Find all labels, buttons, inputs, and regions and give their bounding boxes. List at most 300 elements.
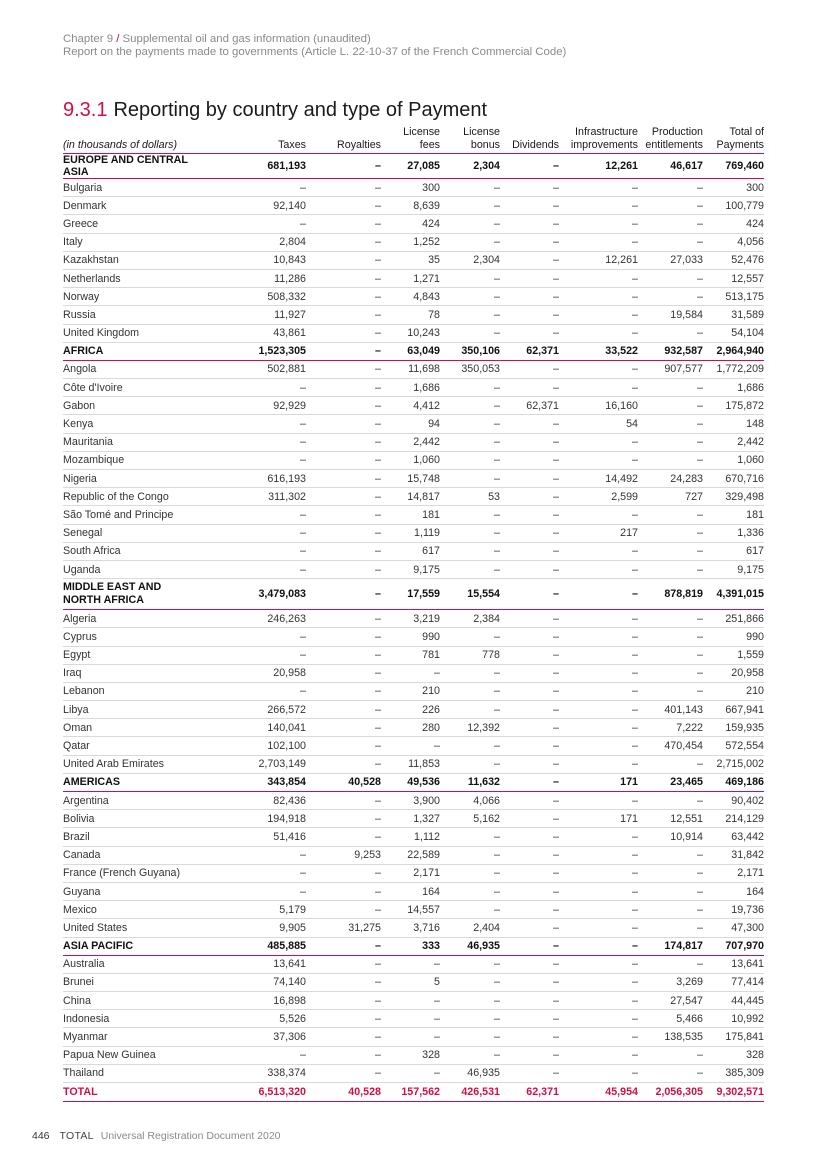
country-row-value: –	[500, 628, 559, 646]
country-row-value: –	[559, 269, 638, 287]
country-row-value: –	[500, 919, 559, 937]
country-row-value: 31,842	[703, 846, 764, 864]
country-row-value: –	[500, 269, 559, 287]
country-row-value: 300	[381, 179, 440, 197]
country-row-value: 22,589	[381, 846, 440, 864]
region-row-value: 23,465	[638, 773, 703, 791]
country-row-value: 14,492	[559, 470, 638, 488]
country-row-value: –	[440, 233, 500, 251]
country-row-value: –	[440, 379, 500, 397]
region-row-value: 62,371	[500, 342, 559, 360]
country-row-name	[63, 701, 223, 719]
region-row-value: 707,970	[703, 937, 764, 955]
country-row-value: –	[223, 846, 306, 864]
country-row-value: –	[306, 610, 381, 628]
country-row-value: –	[306, 664, 381, 682]
country-row	[63, 451, 764, 469]
country-row-value: –	[440, 560, 500, 578]
country-row-value: –	[559, 792, 638, 810]
region-row-value: 878,819	[638, 579, 703, 610]
country-row-name	[63, 882, 223, 900]
country-row-label: France (French Guyana)	[63, 867, 181, 880]
column-header-line1: Infrastructure	[575, 126, 638, 138]
unit-label: (in thousands of dollars)	[63, 124, 223, 154]
country-row-value: –	[306, 433, 381, 451]
column-header-line1	[223, 126, 306, 139]
country-row-value: –	[559, 1064, 638, 1082]
country-row-value: –	[500, 215, 559, 233]
country-row	[63, 682, 764, 700]
country-row-value: –	[223, 506, 306, 524]
country-row-name	[63, 524, 223, 542]
country-row-value: –	[440, 197, 500, 215]
country-row-value: –	[559, 433, 638, 451]
country-row-value: 616,193	[223, 470, 306, 488]
country-row-value: 300	[703, 179, 764, 197]
country-row-value: 328	[381, 1046, 440, 1064]
country-row	[63, 882, 764, 900]
country-row-value: 778	[440, 646, 500, 664]
country-row-value: –	[306, 1028, 381, 1046]
country-row-name	[63, 664, 223, 682]
country-row-value: 100,779	[703, 197, 764, 215]
country-row	[63, 719, 764, 737]
country-row-value: –	[440, 664, 500, 682]
country-row-value: –	[306, 560, 381, 578]
country-row-value: –	[500, 470, 559, 488]
country-row-value: –	[638, 324, 703, 342]
country-row-value: 19,736	[703, 901, 764, 919]
country-row	[63, 755, 764, 773]
country-row	[63, 919, 764, 937]
country-row-value: –	[559, 992, 638, 1010]
country-row-value: 11,698	[381, 360, 440, 378]
country-row-value: 226	[381, 701, 440, 719]
country-row-value: 171	[559, 810, 638, 828]
country-row-value: 4,066	[440, 792, 500, 810]
country-row-value: 31,589	[703, 306, 764, 324]
country-row-value: –	[306, 810, 381, 828]
country-row-value: –	[500, 433, 559, 451]
country-row-value: 617	[381, 542, 440, 560]
country-row-value: 2,442	[703, 433, 764, 451]
country-row-value: –	[500, 251, 559, 269]
column-header-line1	[500, 126, 559, 139]
country-row-value: 210	[703, 682, 764, 700]
country-row-value: –	[500, 1064, 559, 1082]
country-row-name	[63, 610, 223, 628]
country-row-value: –	[306, 288, 381, 306]
country-row	[63, 488, 764, 506]
country-row-value: –	[223, 542, 306, 560]
country-row-label: Norway	[63, 290, 100, 303]
country-row-value: –	[638, 397, 703, 415]
country-row-value: –	[500, 1046, 559, 1064]
country-row-value: 51,416	[223, 828, 306, 846]
country-row-value: –	[638, 560, 703, 578]
country-row-value: –	[306, 269, 381, 287]
country-row-value: 5,466	[638, 1010, 703, 1028]
country-row-value: 54	[559, 415, 638, 433]
country-row-name	[63, 197, 223, 215]
country-row-value: 280	[381, 719, 440, 737]
country-row-value: –	[500, 846, 559, 864]
country-row	[63, 973, 764, 991]
country-row-value: 194,918	[223, 810, 306, 828]
total-row-value: 426,531	[440, 1083, 500, 1102]
country-row-name	[63, 288, 223, 306]
country-row-value: –	[559, 233, 638, 251]
country-row-value: 1,271	[381, 269, 440, 287]
country-row-value: 907,577	[638, 360, 703, 378]
country-row-name	[63, 1046, 223, 1064]
country-row-value: 175,841	[703, 1028, 764, 1046]
country-row-value: 10,843	[223, 251, 306, 269]
region-row-value: –	[306, 342, 381, 360]
region-row-value: 15,554	[440, 579, 500, 610]
country-row	[63, 810, 764, 828]
country-row-value: –	[500, 828, 559, 846]
country-row-value: –	[638, 628, 703, 646]
country-row-name	[63, 737, 223, 755]
country-row-value: –	[306, 1010, 381, 1028]
total-row	[63, 1083, 764, 1102]
country-row-name	[63, 233, 223, 251]
country-row-value: 11,927	[223, 306, 306, 324]
country-row-value: 12,551	[638, 810, 703, 828]
country-row-value: –	[638, 1046, 703, 1064]
country-row-value: –	[306, 973, 381, 991]
country-row-label: Myanmar	[63, 1031, 108, 1044]
country-row-value: –	[638, 233, 703, 251]
country-row-value: –	[559, 610, 638, 628]
country-row-value: 617	[703, 542, 764, 560]
country-row-label: Cyprus	[63, 630, 97, 643]
country-row-value: 670,716	[703, 470, 764, 488]
country-row-value: –	[638, 451, 703, 469]
country-row-value: 14,817	[381, 488, 440, 506]
region-row-value: 63,049	[381, 342, 440, 360]
country-row-value: –	[440, 846, 500, 864]
footer-brand: TOTAL	[59, 1130, 94, 1142]
total-row-value: 9,302,571	[703, 1083, 764, 1102]
header-subtitle: Report on the payments made to governments (Article L. 22-10-37 of the French Commercial Code)	[63, 46, 567, 58]
country-row-name	[63, 179, 223, 197]
country-row-value: –	[500, 992, 559, 1010]
country-row-value: –	[638, 755, 703, 773]
country-row-value: 27,547	[638, 992, 703, 1010]
country-row	[63, 397, 764, 415]
country-row-value: 92,140	[223, 197, 306, 215]
payments-table	[63, 124, 764, 1102]
country-row-value: 424	[703, 215, 764, 233]
country-row-label: Iraq	[63, 667, 82, 680]
country-row-value: –	[306, 179, 381, 197]
country-row	[63, 215, 764, 233]
country-row-value: –	[559, 737, 638, 755]
country-row-value: –	[500, 646, 559, 664]
country-row-value: –	[306, 451, 381, 469]
country-row-value: –	[440, 682, 500, 700]
country-row-value: –	[559, 1010, 638, 1028]
country-row-value: 43,861	[223, 324, 306, 342]
country-row-name	[63, 973, 223, 991]
region-row-value: 12,261	[559, 154, 638, 179]
region-row-value: 2,964,940	[703, 342, 764, 360]
country-row	[63, 251, 764, 269]
country-row-value: –	[440, 628, 500, 646]
country-row-value: –	[559, 1046, 638, 1064]
region-row-value: 343,854	[223, 773, 306, 791]
country-row-value: 164	[381, 882, 440, 900]
total-row-value: 6,513,320	[223, 1083, 306, 1102]
country-row	[63, 1064, 764, 1082]
country-row-value: –	[306, 215, 381, 233]
region-row-label: AFRICA	[63, 345, 104, 358]
country-row-value: 11,853	[381, 755, 440, 773]
country-row-value: –	[638, 664, 703, 682]
country-row-value: –	[306, 646, 381, 664]
country-row-name	[63, 919, 223, 937]
country-row	[63, 1028, 764, 1046]
country-row	[63, 306, 764, 324]
region-row	[63, 937, 764, 955]
region-row	[63, 342, 764, 360]
region-row-label: MIDDLE EAST AND NORTH AFRICA	[63, 581, 162, 607]
country-row-value: –	[440, 288, 500, 306]
country-row-name	[63, 955, 223, 973]
region-row-value: 350,106	[440, 342, 500, 360]
country-row-value: –	[638, 379, 703, 397]
country-row-value: –	[638, 864, 703, 882]
country-row-value: –	[223, 215, 306, 233]
country-row-value: –	[440, 542, 500, 560]
country-row-value: –	[559, 506, 638, 524]
column-header-line2: fees	[419, 139, 440, 151]
country-row-value: 311,302	[223, 488, 306, 506]
country-row	[63, 664, 764, 682]
country-row-label: Indonesia	[63, 1012, 110, 1025]
country-row-name	[63, 628, 223, 646]
country-row	[63, 737, 764, 755]
country-row-value: –	[306, 415, 381, 433]
country-row-value: –	[500, 306, 559, 324]
country-row-value: –	[500, 179, 559, 197]
country-row-value: 667,941	[703, 701, 764, 719]
country-row-value: –	[500, 360, 559, 378]
country-row-value: –	[440, 179, 500, 197]
country-row-value: –	[440, 737, 500, 755]
country-row-value: 3,900	[381, 792, 440, 810]
country-row	[63, 542, 764, 560]
column-header-line2: Royalties	[337, 139, 381, 151]
column-header-line2: Payments	[716, 139, 764, 151]
country-row-label: Mozambique	[63, 454, 125, 467]
country-row-label: Mexico	[63, 903, 97, 916]
country-row-value: 1,772,209	[703, 360, 764, 378]
country-row-label: Guyana	[63, 885, 101, 898]
column-header	[500, 124, 559, 154]
country-row-value: –	[440, 415, 500, 433]
country-row-value: –	[500, 901, 559, 919]
region-row-value: –	[500, 773, 559, 791]
country-row-value: 74,140	[223, 973, 306, 991]
country-row-value: 102,100	[223, 737, 306, 755]
region-row-name	[63, 579, 223, 610]
country-row-value: –	[559, 197, 638, 215]
country-row-value: –	[638, 288, 703, 306]
section-number: 9.3.1	[63, 99, 108, 121]
country-row-value: 3,219	[381, 610, 440, 628]
country-row-name	[63, 755, 223, 773]
country-row	[63, 992, 764, 1010]
country-row-value: 15,748	[381, 470, 440, 488]
country-row-value: 31,275	[306, 919, 381, 937]
country-row	[63, 560, 764, 578]
country-row-value: 94	[381, 415, 440, 433]
country-row-value: –	[306, 1046, 381, 1064]
region-row-value: 11,632	[440, 773, 500, 791]
country-row-name	[63, 810, 223, 828]
country-row-value: –	[223, 379, 306, 397]
region-row-label: ASIA PACIFIC	[63, 940, 134, 953]
country-row-value: 7,222	[638, 719, 703, 737]
page-header	[63, 33, 566, 59]
country-row-value: 181	[703, 506, 764, 524]
country-row-value: –	[559, 882, 638, 900]
country-row-name	[63, 646, 223, 664]
region-row-value: 4,391,015	[703, 579, 764, 610]
country-row-value: –	[500, 864, 559, 882]
country-row-value: –	[559, 360, 638, 378]
table-header-row	[63, 124, 764, 154]
country-row	[63, 955, 764, 973]
country-row-value: 16,898	[223, 992, 306, 1010]
country-row-label: United Arab Emirates	[63, 758, 164, 771]
country-row-label: Kenya	[63, 418, 94, 431]
country-row-value: 251,866	[703, 610, 764, 628]
country-row-value: –	[638, 215, 703, 233]
country-row-value: –	[638, 506, 703, 524]
country-row-value: –	[559, 560, 638, 578]
country-row-label: China	[63, 994, 91, 1007]
country-row-value: –	[638, 524, 703, 542]
country-row-value: –	[381, 664, 440, 682]
country-row-value: 11,286	[223, 269, 306, 287]
footer-document: Universal Registration Document 2020	[100, 1130, 281, 1142]
country-row-value: –	[559, 215, 638, 233]
country-row-value: –	[500, 664, 559, 682]
column-header-line1: License	[403, 126, 440, 138]
column-header-line2: improvements	[570, 139, 638, 151]
column-header	[223, 124, 306, 154]
column-header-line2: bonus	[470, 139, 500, 151]
country-row-value: –	[559, 755, 638, 773]
column-header-line1: Total of	[729, 126, 764, 138]
country-row-value: –	[500, 488, 559, 506]
country-row-value: –	[306, 506, 381, 524]
country-row-value: –	[306, 737, 381, 755]
country-row-value: –	[440, 506, 500, 524]
country-row-value: 10,243	[381, 324, 440, 342]
country-row-value: 12,261	[559, 251, 638, 269]
country-row-value: 513,175	[703, 288, 764, 306]
country-row-label: Qatar	[63, 740, 90, 753]
chapter-separator: /	[116, 33, 120, 45]
country-row-value: –	[306, 542, 381, 560]
country-row-value: –	[440, 864, 500, 882]
region-row-value: 3,479,083	[223, 579, 306, 610]
country-row-value: 9,175	[381, 560, 440, 578]
country-row-value: –	[306, 1064, 381, 1082]
region-row-value: 769,460	[703, 154, 764, 179]
country-row-value: 47,300	[703, 919, 764, 937]
country-row-value: –	[559, 288, 638, 306]
country-row-value: –	[638, 919, 703, 937]
country-row-value: 1,060	[381, 451, 440, 469]
country-row-value: –	[440, 973, 500, 991]
country-row-value: –	[559, 542, 638, 560]
country-row-value: –	[223, 882, 306, 900]
country-row	[63, 901, 764, 919]
country-row-name	[63, 360, 223, 378]
country-row-value: –	[559, 919, 638, 937]
country-row-value: –	[306, 324, 381, 342]
country-row-label: Bolivia	[63, 812, 95, 825]
country-row-name	[63, 560, 223, 578]
country-row-value: –	[559, 864, 638, 882]
country-row-value: –	[223, 628, 306, 646]
total-row-label: TOTAL	[63, 1086, 98, 1098]
country-row-value: –	[223, 524, 306, 542]
country-row-label: Brunei	[63, 976, 94, 989]
country-row-label: Nigeria	[63, 472, 97, 485]
country-row	[63, 415, 764, 433]
country-row-value: 92,929	[223, 397, 306, 415]
country-row-value: 164	[703, 882, 764, 900]
country-row-value: –	[306, 701, 381, 719]
country-row-value: 138,535	[638, 1028, 703, 1046]
country-row-name	[63, 324, 223, 342]
country-row-name	[63, 682, 223, 700]
country-row-value: –	[559, 719, 638, 737]
country-row-value: –	[440, 828, 500, 846]
total-row-value: 2,056,305	[638, 1083, 703, 1102]
country-row-value: 12,557	[703, 269, 764, 287]
country-row-value: –	[559, 451, 638, 469]
country-row-value: 175,872	[703, 397, 764, 415]
page-footer	[32, 1130, 281, 1142]
country-row-value: –	[500, 506, 559, 524]
region-row-value: 333	[381, 937, 440, 955]
column-header-line1: Production	[651, 126, 703, 138]
country-row-value: 3,716	[381, 919, 440, 937]
country-row-value: 5,162	[440, 810, 500, 828]
country-row-label: Egypt	[63, 649, 91, 662]
country-row-value: 13,641	[223, 955, 306, 973]
region-row-value: –	[500, 937, 559, 955]
country-row-value: 217	[559, 524, 638, 542]
country-row	[63, 324, 764, 342]
country-row	[63, 506, 764, 524]
country-row-label: Oman	[63, 721, 93, 734]
country-row-value: 9,253	[306, 846, 381, 864]
country-row-label: Denmark	[63, 199, 107, 212]
country-row-value: –	[306, 197, 381, 215]
country-row-value: –	[638, 542, 703, 560]
country-row-value: 572,554	[703, 737, 764, 755]
country-row-value: –	[638, 682, 703, 700]
